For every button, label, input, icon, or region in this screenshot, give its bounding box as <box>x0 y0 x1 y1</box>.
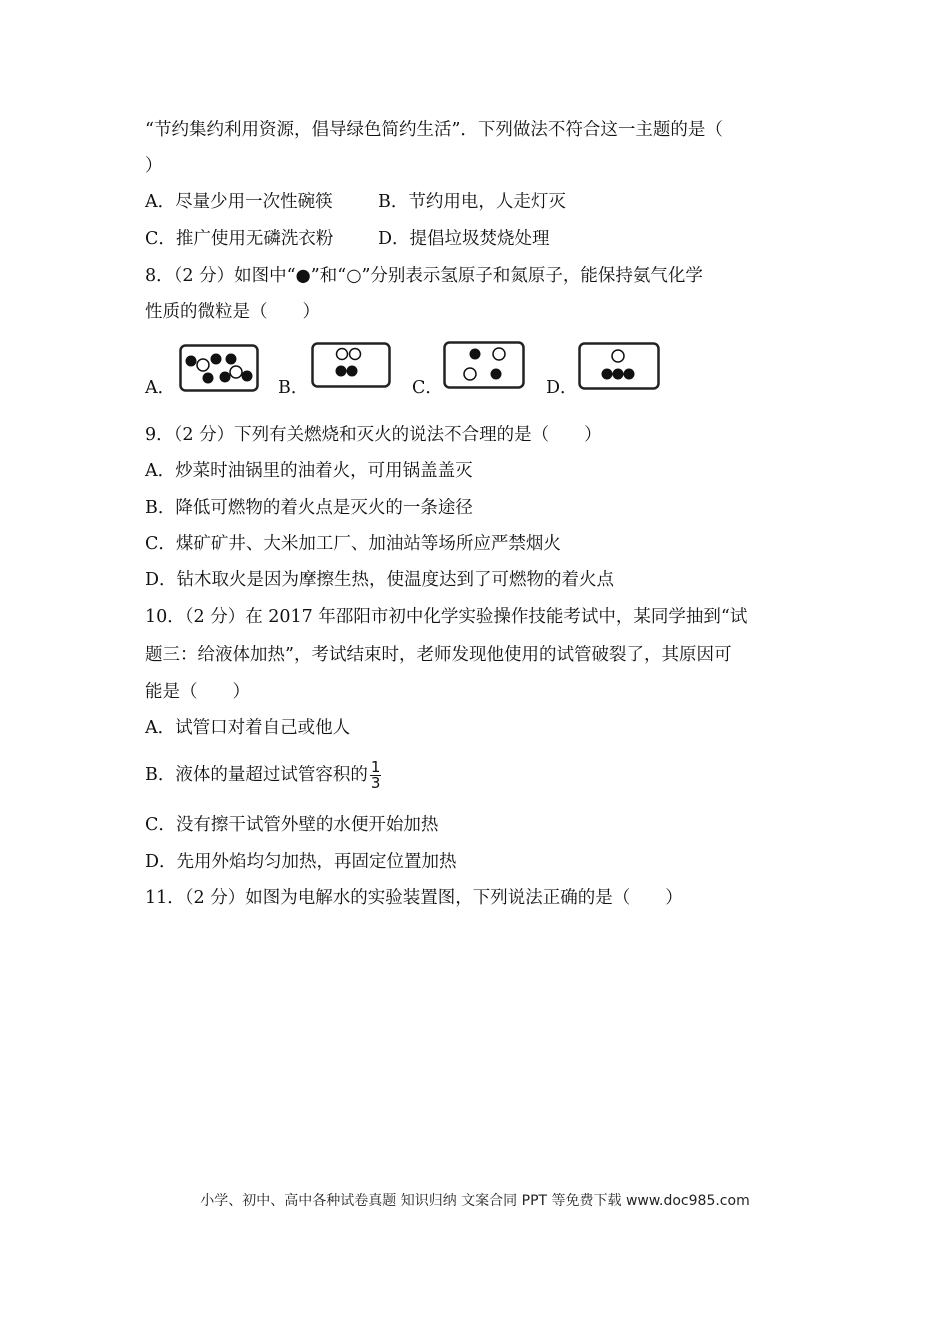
q10-stem-line3: 能是（ ） <box>145 682 250 702</box>
q10-option-a: A．试管口对着自己或他人 <box>145 718 351 738</box>
q8-option-a-molecules-diagram <box>179 344 259 392</box>
q10-option-b-row <box>145 758 815 792</box>
fraction-denominator: 3 <box>370 774 381 792</box>
q9-option-a: A．炒菜时油锅里的油着火，可用锅盖盖灭 <box>145 461 473 481</box>
q8-stem-line1: 8．（2 分）如图中“●”和“○”分别表示氢原子和氮原子，能保持氨气化学 <box>145 266 703 286</box>
page-footer: 小学、初中、高中各种试卷真题 知识归纳 文案合同 PPT 等免费下载 www.doc985.com <box>200 1193 750 1209</box>
q10-stem-line1: 10．（2 分）在 2017 年邵阳市初中化学实验操作技能考试中，某同学抽到“试 <box>145 607 748 627</box>
q7-stem-line1: “节约集约利用资源，倡导绿色简约生活”．下列做法不符合这一主题的是（ <box>145 120 723 140</box>
q9-option-b: B．降低可燃物的着火点是灭火的一条途径 <box>145 498 473 518</box>
q8-option-d-label: D． <box>546 378 578 398</box>
q7-option-c: C．推广使用无磷洗衣粉 <box>145 229 334 249</box>
q7-options-row2 <box>145 227 815 251</box>
q7-stem-line2: ） <box>145 156 163 176</box>
q10-option-c: C．没有擦干试管外壁的水便开始加热 <box>145 815 439 835</box>
q8-option-b-molecules-diagram <box>311 342 391 388</box>
q8-option-a <box>145 340 265 404</box>
q8-option-c <box>412 340 532 404</box>
q7-option-b: B．节约用电，人走灯灭 <box>378 192 566 212</box>
q10-option-d: D．先用外焰均匀加热，再固定位置加热 <box>145 852 457 872</box>
q8-image-options <box>145 340 705 404</box>
q8-option-c-molecules-diagram <box>443 341 525 389</box>
q8-option-d <box>546 340 676 404</box>
fraction-numerator: 1 <box>370 758 381 776</box>
q9-stem: 9．（2 分）下列有关燃烧和灭火的说法不合理的是（ ） <box>145 425 602 445</box>
q8-option-b <box>278 340 398 404</box>
q9-option-d: D．钻木取火是因为摩擦生热，使温度达到了可燃物的着火点 <box>145 570 615 590</box>
q11-stem: 11．（2 分）如图为电解水的实验装置图，下列说法正确的是（ ） <box>145 888 683 908</box>
q8-stem-line2: 性质的微粒是（ ） <box>145 302 320 322</box>
q8-option-a-label: A． <box>145 378 176 398</box>
q10-stem-line2: 题三：给液体加热”，考试结束时，老师发现他使用的试管破裂了，其原因可 <box>145 645 732 665</box>
q7-option-d: D．提倡垃圾焚烧处理 <box>378 229 550 249</box>
q8-option-d-molecules-diagram <box>578 342 660 390</box>
q10-option-b: B．液体的量超过试管容积的 <box>145 765 368 785</box>
q8-option-b-label: B． <box>278 378 309 398</box>
q7-options-row1 <box>145 190 815 214</box>
q7-option-a: A．尽量少用一次性碗筷 <box>145 192 333 212</box>
q8-option-c-label: C． <box>412 378 443 398</box>
one-third-fraction <box>370 760 382 791</box>
q9-option-c: C．煤矿矿井、大米加工厂、加油站等场所应严禁烟火 <box>145 534 561 554</box>
